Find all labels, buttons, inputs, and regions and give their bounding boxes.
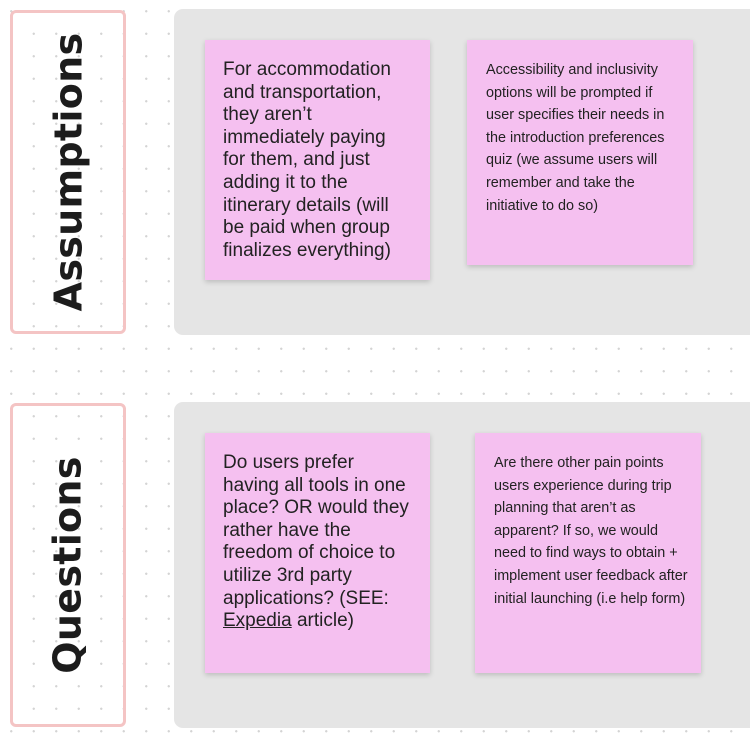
questions-label: Questions (46, 456, 91, 674)
sticky-note-accommodation[interactable]: For accommodation and transportation, they aren’t immediately paying for them, and just adding it to the itinerary details (will be paid when group finalizes everything) (205, 40, 430, 280)
questions-label-frame (10, 403, 126, 727)
sticky-note-tools-text-end: article) (291, 610, 354, 632)
sticky-note-tools-text: Do users prefer having all tools in one place? OR would they rather have the freedom of choice to utilize 3rd party applications? (SEE: (223, 452, 409, 609)
expedia-link[interactable]: Expedia (223, 610, 292, 632)
assumptions-label-frame (10, 10, 126, 334)
assumptions-label: Assumptions (46, 32, 91, 312)
sticky-note-pain-points[interactable]: Are there other pain points users experience during trip planning that aren’t as apparent? If so, we would need to find ways to obtain + implement user feedback after initial launching (i.e help form) (475, 433, 701, 673)
sticky-note-accessibility[interactable]: Accessibility and inclusivity options will be prompted if user specifies their needs in the introduction preferences quiz (we assume users will remember and take the initiative to do so) (467, 40, 693, 265)
sticky-note-tools[interactable] (205, 433, 430, 673)
